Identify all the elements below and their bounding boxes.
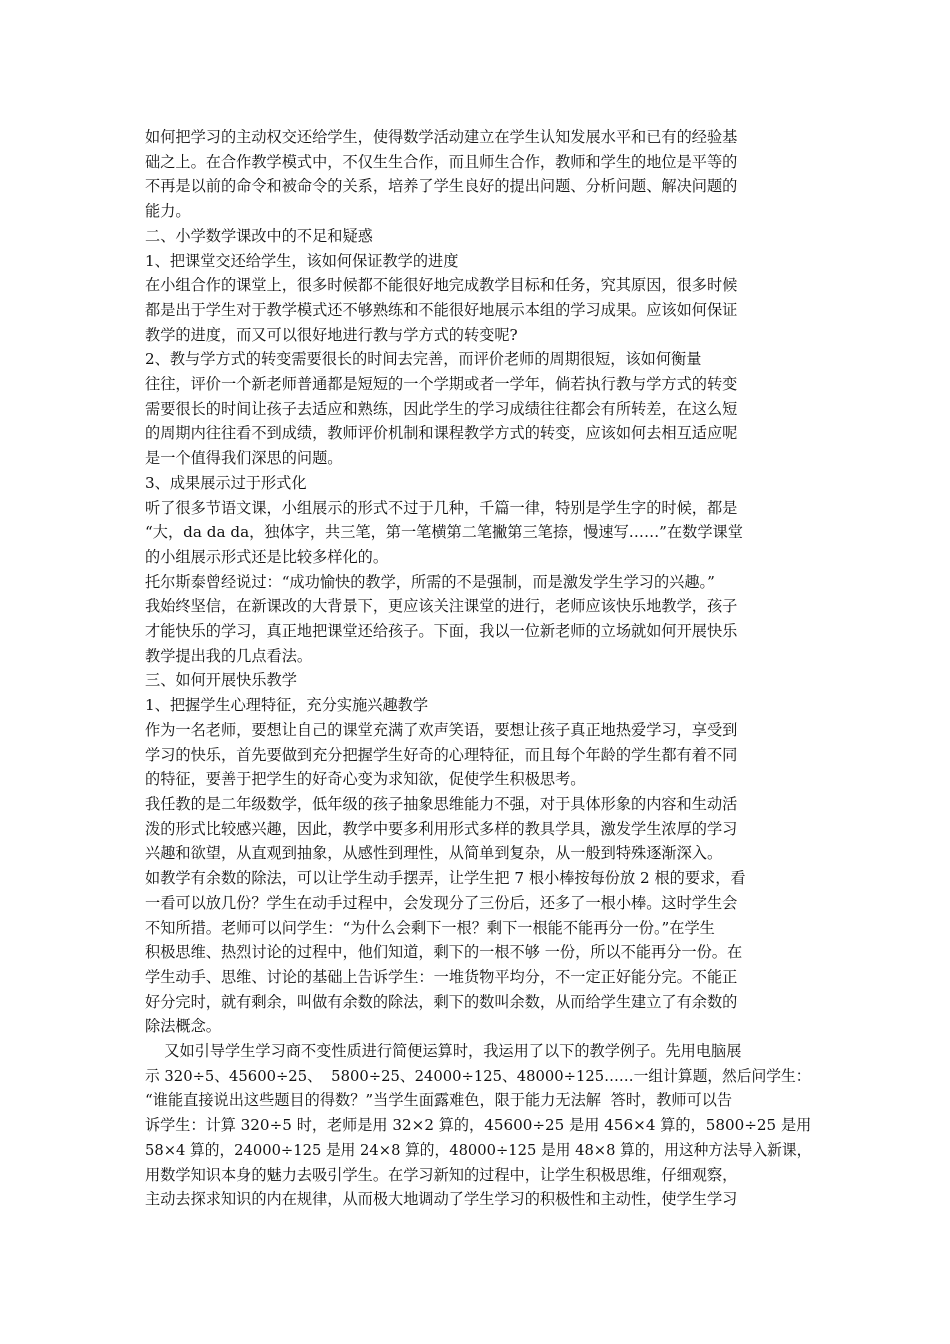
paragraph-line: 的特征，要善于把学生的好奇心变为求知欲，促使学生积极思考。 [145,770,586,789]
subsection-heading: 1、把课堂交还给学生，该如何保证教学的进度 [145,251,459,270]
paragraph-line: 又如引导学生学习商不变性质进行简便运算时，我运用了以下的教学例子。先用电脑展 [145,1042,742,1061]
paragraph-line: 一看可以放几份？学生在动手过程中，会发现分了三份后，还多了一根小棒。这时学生会 [145,893,738,912]
paragraph-line: 58×4 算的，24000÷125 是用 24×8 算的，48000÷125 是用 48×8 算的，用这种方法导入新课， [145,1140,812,1159]
paragraph-line: 听了很多节语文课，小组展示的形式不过于几种，千篇一律，特别是学生字的时候，都是 [145,498,738,517]
paragraph-line: 如何把学习的主动权交还给学生，使得数学活动建立在学生认知发展水平和已有的经验基 [145,128,738,146]
paragraph-line: 不知所措。老师可以问学生：“为什么会剩下一根？剩下一根能不能再分一份。”在学生 [145,918,715,937]
paragraph-line: 除法概念。 [145,1017,221,1036]
paragraph-line: 兴趣和欲望，从直观到抽象，从感性到理性，从简单到复杂，从一般到特殊逐渐深入。 [145,844,723,863]
paragraph-line: 础之上。在合作教学模式中，不仅生生合作，而且师生合作，教师和学生的地位是平等的 [145,152,738,171]
paragraph-line: 如教学有余数的除法，可以让学生动手摆弄，让学生把 7 根小棒按每份放 2 根的要求，看 [145,869,746,888]
paragraph-line: 学生动手、思维、讨论的基础上告诉学生：一堆货物平均分，不一定正好能分完。不能正 [145,967,738,986]
paragraph-line: 教学提出我的几点看法。 [145,646,313,665]
subsection-heading: 1、把握学生心理特征，充分实施兴趣教学 [145,696,429,715]
paragraph-line: “谁能直接说出这些题目的得数？”当学生面露难色，限于能力无法解 答时，教师可以告 [145,1091,733,1110]
paragraph-line: 教学的进度，而又可以很好地进行教与学方式的转变呢? [145,325,518,344]
paragraph-line: 积极思维、热烈讨论的过程中，他们知道，剩下的一根不够 一份，所以不能再分一份。在 [145,943,743,962]
paragraph-line: 泼的形式比较感兴趣，因此，教学中要多利用形式多样的教具学具，激发学生浓厚的学习 [145,819,738,838]
paragraph-line: 主动去探求知识的内在规律，从而极大地调动了学生学习的积极性和主动性，使学生学习 [145,1190,738,1209]
paragraph-line: 示 320÷5、45600÷25、 5800÷25、24000÷125、48000÷125……一组计算题，然后问学生： [145,1066,811,1085]
paragraph-line: 作为一名老师，要想让自己的课堂充满了欢声笑语，要想让孩子真正地热爱学习，享受到 [145,720,738,739]
subsection-heading: 2、教与学方式的转变需要很长的时间去完善，而评价老师的周期很短，该如何衡量 [145,350,702,369]
paragraph-line: 好分完时，就有剩余，叫做有余数的除法，剩下的数叫余数，从而给学生建立了有余数的 [145,992,738,1011]
paragraph-line: 是一个值得我们深思的问题。 [145,449,343,468]
paragraph-line: 能力。 [145,202,191,221]
paragraph-line: “大，da da da，独体字，共三笔，第一笔横第二笔撇第三笔捺，慢速写……”在数学课堂 [145,523,743,542]
paragraph-line: 托尔斯泰曾经说过：“成功愉快的教学，所需的不是强制，而是激发学生学习的兴趣。” [145,572,715,591]
subsection-heading: 3、成果展示过于形式化 [145,473,307,492]
paragraph-line: 往往，评价一个新老师普通都是短短的一个学期或者一学年，倘若执行教与学方式的转变 [145,375,738,394]
paragraph-line: 都是出于学生对于教学模式还不够熟练和不能很好地展示本组的学习成果。应该如何保证 [145,300,738,319]
paragraph-line: 我任教的是二年级数学，低年级的孩子抽象思维能力不强，对于具体形象的内容和生动活 [145,794,738,813]
paragraph-line: 才能快乐的学习，真正地把课堂还给孩子。下面，我以一位新老师的立场就如何开展快乐 [145,622,738,641]
paragraph-line: 用数学知识本身的魅力去吸引学生。在学习新知的过程中，让学生积极思维，仔细观察， [145,1165,738,1184]
paragraph-line: 的周期内往往看不到成绩，教师评价机制和课程教学方式的转变，应该如何去相互适应呢 [145,424,738,443]
section-heading: 二、小学数学课改中的不足和疑惑 [145,226,373,245]
document-body [145,125,811,1212]
paragraph-line: 诉学生：计算 320÷5 时，老师是用 32×2 算的，45600÷25 是用 456×4 算的，5800÷25 是用 [145,1116,812,1135]
paragraph-line: 我始终坚信，在新课改的大背景下，更应该关注课堂的进行，老师应该快乐地教学，孩子 [145,597,738,616]
paragraph-line: 在小组合作的课堂上，很多时候都不能很好地完成教学目标和任务，究其原因，很多时候 [145,276,738,295]
paragraph-line: 需要很长的时间让孩子去适应和熟练，因此学生的学习成绩往往都会有所转差，在这么短 [145,399,738,418]
section-heading: 三、如何开展快乐教学 [145,671,297,690]
paragraph-line: 不再是以前的命令和被命令的关系，培养了学生良好的提出问题、分析问题、解决问题的 [145,177,738,196]
paragraph-line: 的小组展示形式还是比较多样化的。 [145,547,388,566]
paragraph-line: 学习的快乐，首先要做到充分把握学生好奇的心理特征，而且每个年龄的学生都有着不同 [145,745,738,764]
